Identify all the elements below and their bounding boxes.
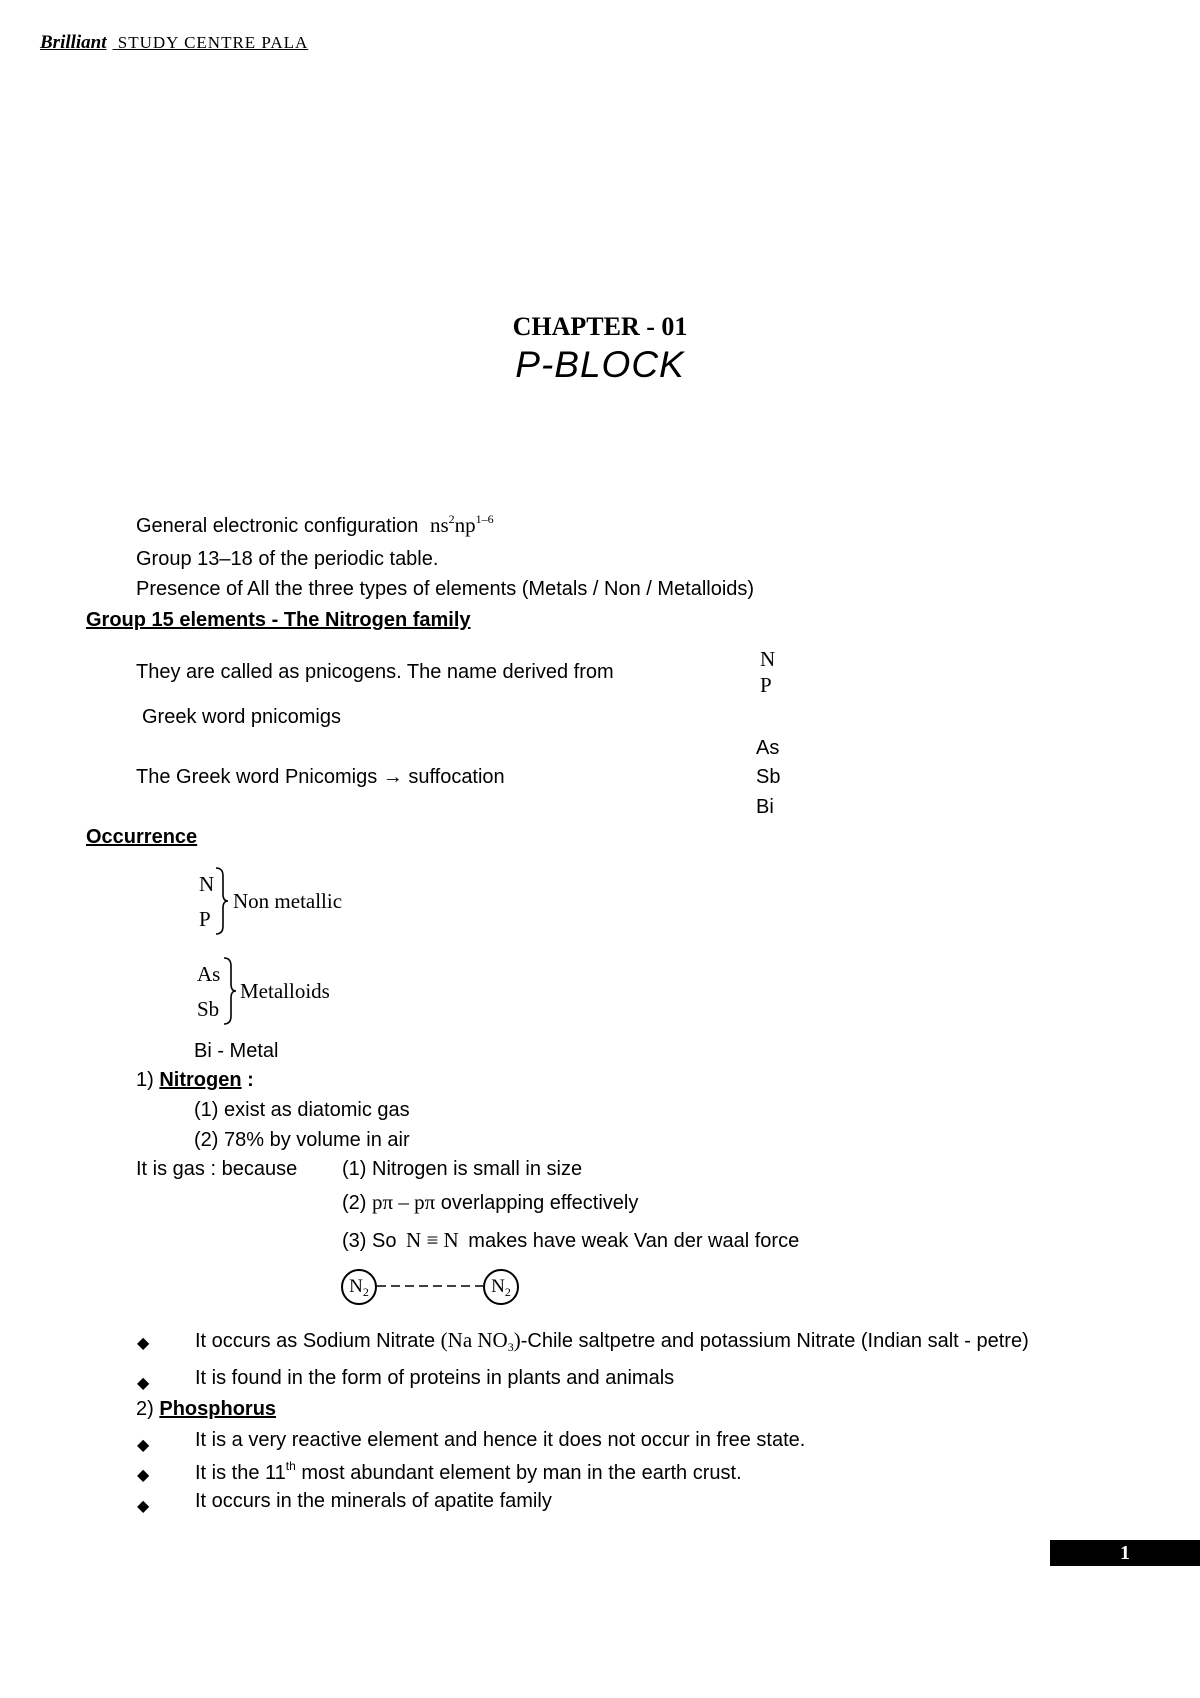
config-sup1: 2 (448, 512, 455, 526)
intro-line-2: Group 13–18 of the periodic table. (136, 548, 439, 570)
gas-reason (342, 1190, 638, 1215)
page-header (40, 32, 308, 54)
intro-line-3: Presence of All the three types of elements (Metals / Non / Metalloids) (136, 578, 755, 600)
config-line (136, 512, 494, 538)
group15-element: Sb (756, 766, 781, 788)
dashed-bond-line (377, 1284, 483, 1288)
metalloid-element: As (197, 962, 221, 986)
reason3-post: makes have weak Van der waal force (468, 1230, 800, 1252)
reason3-math: N ≡ N (406, 1228, 459, 1252)
molecule-symbol: N (349, 1276, 363, 1297)
nitrogen-heading-line (136, 1069, 254, 1092)
group15-element: As (756, 737, 780, 759)
config-base: ns (429, 513, 449, 537)
chapter-subtitle: P-BLOCK (515, 344, 685, 385)
phosphorus-heading: Phosphorus (159, 1398, 277, 1420)
diamond-bullet-icon: ◆ (137, 1467, 150, 1484)
nonmetal-element: P (199, 907, 211, 931)
chapter-title: CHAPTER - 01 (512, 312, 688, 341)
phosphorus-number: 2) (136, 1398, 154, 1420)
reason3-pre: (3) So (342, 1230, 397, 1252)
config-label: General electronic configuration (136, 515, 419, 537)
nitrogen-bullet (195, 1328, 1029, 1355)
bullet1-formula-text: Na NO (447, 1328, 508, 1352)
group15-element: P (760, 673, 772, 697)
header-centre: STUDY CENTRE PALA (117, 33, 309, 52)
group15-line-1: They are called as pnicogens. The name derived from (136, 661, 614, 683)
header-brand: Brilliant (40, 32, 107, 53)
diamond-bullet-icon: ◆ (137, 1375, 150, 1392)
n2-molecule-circle (341, 1269, 377, 1305)
bullet1-post: -Chile saltpetre and potassium Nitrate (Indian salt - petre) (520, 1330, 1029, 1352)
metal-line: Bi - Metal (194, 1040, 279, 1062)
bullet2-post: most abundant element by man in the earth crust. (301, 1462, 742, 1484)
diamond-bullet-icon: ◆ (137, 1498, 150, 1515)
phosphorus-bullet: It is a very reactive element and hence it does not occur in free state. (195, 1429, 806, 1451)
metalloid-element: Sb (197, 997, 220, 1021)
config-sup2: 1–6 (475, 512, 494, 526)
bullet1-pre: It occurs as Sodium Nitrate (195, 1330, 436, 1352)
nitrogen-colon: : (247, 1069, 254, 1091)
group15-heading: Group 15 elements - The Nitrogen family (86, 609, 471, 631)
bullet1-formula: (Na $NO_3$) (440, 1328, 521, 1354)
molecule-sub: 2 (504, 1285, 511, 1299)
metalloid-label: Metalloids (240, 979, 330, 1003)
nitrogen-heading: Nitrogen (159, 1069, 242, 1091)
molecule-sub: 2 (362, 1285, 369, 1299)
bullet2-pre: It is the 11 (195, 1462, 286, 1484)
group15-element: N (760, 647, 776, 671)
bullet2-sup: th (285, 1459, 296, 1473)
phosphorus-bullet (195, 1459, 742, 1485)
diamond-bullet-icon: ◆ (137, 1437, 150, 1454)
group15-element: Bi (756, 796, 774, 818)
right-brace-icon (214, 866, 230, 936)
nonmetal-label: Non metallic (233, 889, 343, 913)
gas-reason: (1) Nitrogen is small in size (342, 1158, 583, 1180)
reason2-math: pπ – pπ (372, 1190, 436, 1214)
group15-line-2: Greek word pnicomigs (142, 706, 341, 728)
diamond-bullet-icon: ◆ (137, 1335, 150, 1352)
gas-reason (342, 1228, 799, 1253)
page-number: 1 (1050, 1540, 1200, 1566)
molecule-symbol: N (491, 1276, 505, 1297)
right-brace-icon (222, 956, 238, 1026)
config-formula (430, 513, 494, 537)
occurrence-heading: Occurrence (86, 826, 198, 848)
nitrogen-bullet: It is found in the form of proteins in plants and animals (195, 1367, 675, 1389)
nitrogen-number: 1) (136, 1069, 154, 1091)
phosphorus-heading-line (136, 1398, 276, 1421)
gas-label: It is gas : because (136, 1158, 298, 1180)
nitrogen-point: (1) exist as diatomic gas (194, 1099, 410, 1121)
reason2-pre: (2) (342, 1192, 367, 1214)
nonmetal-element: N (199, 872, 215, 896)
bullet1-sub: 3 (507, 1340, 514, 1354)
config-mid: np (454, 513, 476, 537)
n2-molecule-circle (483, 1269, 519, 1305)
group15-line-3: The Greek word Pnicomigs → suffocation (136, 766, 505, 788)
reason2-post: overlapping effectively (440, 1192, 639, 1214)
nitrogen-point: (2) 78% by volume in air (194, 1129, 410, 1151)
phosphorus-bullet: It occurs in the minerals of apatite family (195, 1490, 552, 1512)
